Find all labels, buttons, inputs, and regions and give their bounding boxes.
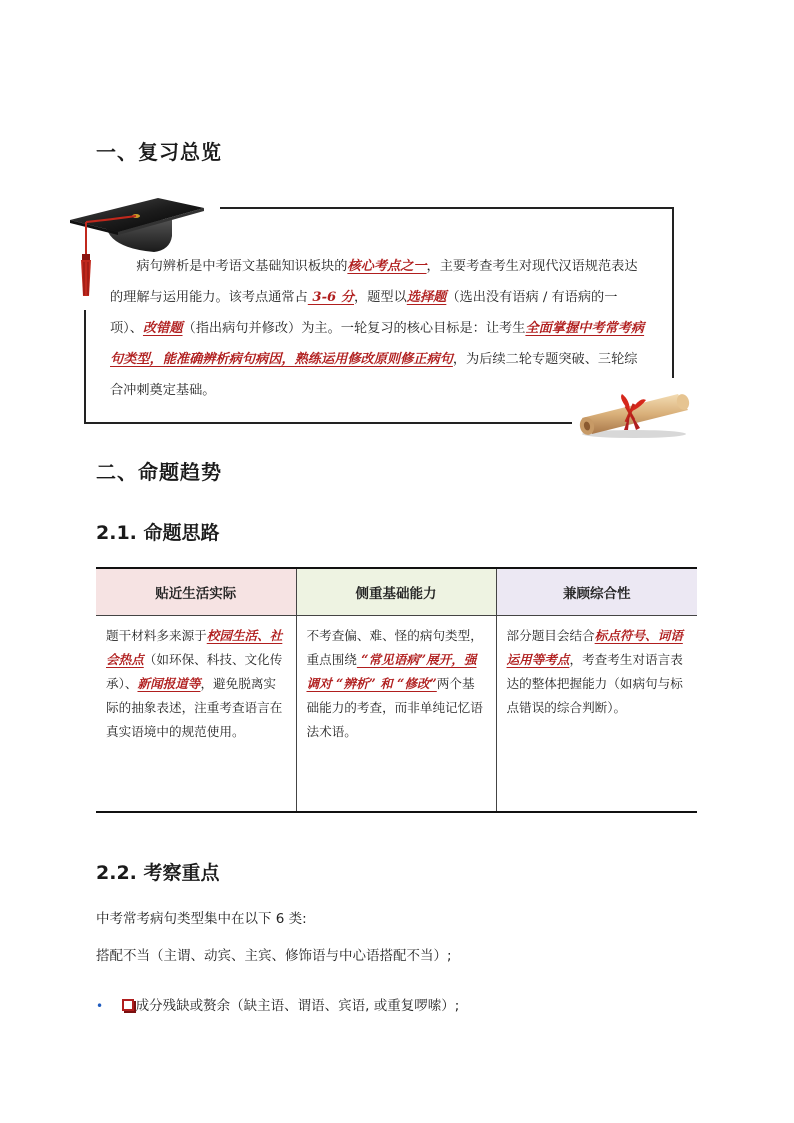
table-row [96, 616, 697, 813]
text-run: （选出没有语病 / 有语病的一项）、 [110, 290, 618, 336]
table-cell [96, 616, 296, 813]
focus-item-text: 成分残缺或赘余（缺主语、谓语、宾语, 或重复啰嗦）; [135, 998, 460, 1014]
emphasis-text: 改错题 [142, 321, 183, 336]
text-run: ，考查考生对语言表达的整体把握能力（如病句与标点错误的综合判断）。 [506, 652, 683, 715]
text-run: 部分题目会结合 [506, 628, 595, 643]
emphasis-text: 校园生活、社会热点 [106, 628, 283, 667]
table-header-row [96, 568, 697, 616]
focus-intro: 中考常考病句类型集中在以下 6 类: [96, 911, 307, 927]
section-title-overview: 一、复习总览 [96, 140, 222, 164]
text-run: 两个基础能力的考查，而非单纯记忆语法术语。 [306, 676, 483, 739]
emphasis-text: 核心考点之一 [347, 259, 427, 274]
subsection-title-approach: 2.1. 命题思路 [96, 522, 220, 544]
text-run: 题干材料多来源于 [106, 628, 207, 643]
overview-paragraph [110, 251, 650, 406]
text-run: ，主要考查考生对现代汉语规范表达的理解与运用能力。该考点通常占 [110, 259, 638, 305]
text-run: （指出病句并修改）为主。一轮复习的核心目标是：让考生 [182, 321, 526, 336]
text-run: ，为后续二轮专题突破、三轮综合冲刺奠定基础。 [110, 352, 638, 398]
section-title-trend: 二、命题趋势 [96, 460, 222, 484]
bullet-icon: • [96, 999, 104, 1013]
table-header-cell: 侧重基础能力 [296, 568, 496, 616]
text-run: 病句辨析是中考语文基础知识板块的 [136, 259, 348, 274]
emphasis-text: “常见语病”展开，强调对 “辨析” 和 “修改” [306, 652, 477, 691]
focus-item [96, 994, 459, 1014]
focus-item: 搭配不当（主谓、动宾、主宾、修饰语与中心语搭配不当）; [96, 948, 452, 964]
text-run: 不考查偏、难、怪的病句类型，重点围绕 [306, 628, 483, 667]
text-run: （如环保、科技、文化传承）、 [106, 652, 283, 691]
emphasis-text: 新闻报道等 [137, 676, 201, 691]
table-cell [496, 616, 697, 813]
emphasis-text: 3-6 分 [307, 290, 355, 305]
subsection-title-focus: 2.2. 考察重点 [96, 862, 220, 884]
table-cell [296, 616, 496, 813]
text-run: ，题型以 [354, 290, 407, 305]
checkbox-icon[interactable] [122, 999, 134, 1011]
table-header-cell: 兼顾综合性 [496, 568, 697, 616]
trend-table [96, 567, 697, 813]
emphasis-text: 选择题 [406, 290, 447, 305]
emphasis-text: 标点符号、词语运用等考点 [506, 628, 683, 667]
table-header-cell: 贴近生活实际 [96, 568, 296, 616]
diploma-scroll-icon [574, 384, 694, 440]
text-run: ，避免脱离实际的抽象表述，注重考查语言在真实语境中的规范使用。 [106, 676, 283, 739]
emphasis-text: 全面掌握中考常考病句类型，能准确辨析病句病因，熟练运用修改原则修正病句 [110, 321, 645, 367]
